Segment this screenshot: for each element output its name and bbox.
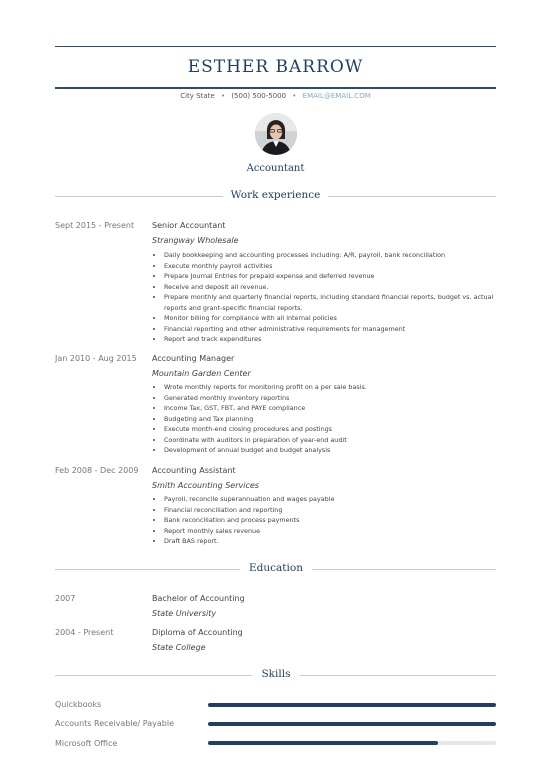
section-title-education: Education bbox=[249, 562, 303, 574]
education-school: State University bbox=[152, 609, 217, 618]
job-position: Accounting Manager bbox=[152, 354, 235, 363]
education-school: State College bbox=[152, 643, 206, 652]
job-dates: Feb 2008 - Dec 2009 bbox=[55, 466, 139, 475]
list-item: • Receive and deposit all revenue. bbox=[164, 282, 504, 293]
email-link[interactable]: EMAIL@EMAIL.COM bbox=[302, 92, 371, 100]
section-title-skills: Skills bbox=[261, 668, 291, 680]
job-bullets bbox=[152, 494, 504, 547]
avatar bbox=[255, 113, 297, 155]
list-item: • Income Tax, GST, FBT, and PAYE compliance bbox=[164, 403, 504, 414]
job-dates: Jan 2010 - Aug 2015 bbox=[55, 354, 137, 363]
list-item: • Monitor billing for compliance with all internal policies bbox=[164, 313, 504, 324]
skill-bar-fill bbox=[208, 722, 496, 726]
list-item: • Financial reconciliation and reporting bbox=[164, 505, 504, 516]
job-company: Mountain Garden Center bbox=[152, 369, 251, 378]
list-item: • Wrote monthly reports for monitoring profit on a per sale basis. bbox=[164, 382, 504, 393]
education-dates: 2004 - Present bbox=[55, 628, 114, 637]
section-title-work: Work experience bbox=[230, 189, 321, 201]
contact-line bbox=[0, 92, 551, 100]
section-divider bbox=[55, 196, 223, 197]
location: City State bbox=[180, 92, 215, 100]
header-bottom-rule bbox=[55, 87, 496, 89]
list-item: • Bank reconciliation and process payments bbox=[164, 515, 504, 526]
skill-label: Quickbooks bbox=[55, 700, 102, 709]
education-dates: 2007 bbox=[55, 594, 76, 603]
job-title: Accountant bbox=[246, 163, 305, 174]
list-item: • Development of annual budget and budget analysis bbox=[164, 445, 504, 456]
skill-bar bbox=[208, 741, 496, 745]
job-company: Smith Accounting Services bbox=[152, 481, 259, 490]
list-item: • Execute monthly payroll activities bbox=[164, 261, 504, 272]
list-item: • Generated monthly inventory reportins bbox=[164, 393, 504, 404]
skill-label: Accounts Receivable/ Payable bbox=[55, 719, 174, 728]
job-bullets bbox=[152, 382, 504, 456]
section-divider bbox=[55, 569, 240, 570]
list-item: • Report and track expenditures bbox=[164, 334, 504, 345]
list-item: • Daily bookkeeping and accounting processes including: A/R, payroll, bank reconciliation bbox=[164, 250, 504, 261]
job-bullets bbox=[152, 250, 504, 345]
list-item: • Prepare monthly and quarterly financial reports, including standard financial reports, budget vs. actual reports and grant-specific financial reports. bbox=[164, 292, 504, 313]
phone: (500) 500-5000 bbox=[231, 92, 287, 100]
section-divider bbox=[55, 675, 252, 676]
skill-label: Microsoft Office bbox=[55, 739, 118, 748]
contact-separator: • bbox=[220, 92, 226, 100]
candidate-name: ESTHER BARROW bbox=[187, 57, 364, 77]
job-dates: Sept 2015 - Present bbox=[55, 221, 135, 230]
list-item: • Financial reporting and other administrative requirements for management bbox=[164, 324, 504, 335]
skill-bar-fill bbox=[208, 703, 496, 707]
list-item: • Coordinate with auditors in preparation of year-end audit bbox=[164, 435, 504, 446]
list-item: • Report monthly sales revenue bbox=[164, 526, 504, 537]
section-divider bbox=[300, 675, 496, 676]
skill-bar bbox=[208, 703, 496, 707]
list-item: • Execute month-end closing procedures and postings bbox=[164, 424, 504, 435]
job-position: Accounting Assistant bbox=[152, 466, 236, 475]
job-company: Strangway Wholesale bbox=[152, 236, 239, 245]
header-top-rule bbox=[55, 46, 496, 47]
education-degree: Diploma of Accounting bbox=[152, 628, 243, 637]
job-position: Senior Accountant bbox=[152, 221, 226, 230]
list-item: • Budgeting and Tax planning bbox=[164, 414, 504, 425]
skill-bar bbox=[208, 722, 496, 726]
contact-separator: • bbox=[292, 92, 297, 100]
section-divider bbox=[328, 196, 496, 197]
skill-bar-fill bbox=[208, 741, 438, 745]
list-item: • Payroll, reconcile superannuation and wages payable bbox=[164, 494, 504, 505]
list-item: • Prepare Journal Entries for prepaid expense and deferred revenue bbox=[164, 271, 504, 282]
education-degree: Bachelor of Accounting bbox=[152, 594, 245, 603]
list-item: • Draft BAS report. bbox=[164, 536, 504, 547]
section-divider bbox=[312, 569, 496, 570]
